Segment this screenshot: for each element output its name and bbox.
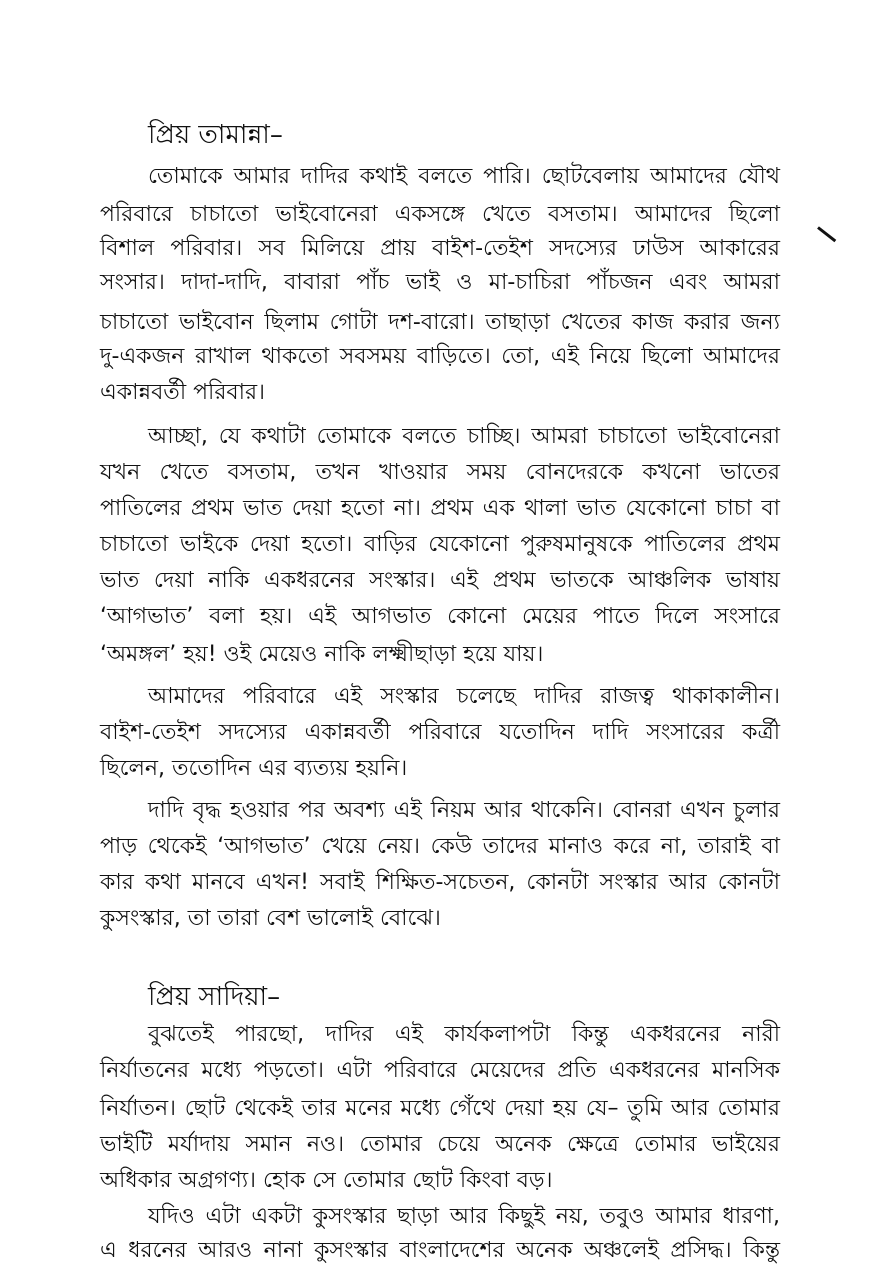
paragraph-line: পাড় থেকেই ‘আগভাত’ খেয়ে নেয়। কেউ তাদের মানাও করে না, তারাই বা (100, 834, 780, 859)
paragraph-line: বাইশ-তেইশ সদস্যের একান্নবর্তী পরিবারে যতোদিন দাদি সংসারের কর্ত্রী (100, 720, 780, 745)
paragraph-line: বিশাল পরিবার। সব মিলিয়ে প্রায় বাইশ-তেইশ সদস্যের ঢাউস আকারের (100, 236, 780, 261)
paragraph-line: বুঝতেই পারছো, দাদির এই কার্যকলাপটা কিন্তু একধরনের নারী (148, 1022, 780, 1047)
paragraph-line: এ ধরনের আরও নানা কুসংস্কার বাংলাদেশের অনেক অঞ্চলেই প্রসিদ্ধ। কিন্তু (100, 1238, 780, 1263)
salutation-1: প্রিয় তামান্না– (148, 120, 283, 150)
paragraph-line: একান্নবর্তী পরিবার। (100, 380, 266, 405)
pen-mark (817, 226, 836, 242)
paragraph-line: যখন খেতে বসতাম, তখন খাওয়ার সময় বোনদেরকে কখনো ভাতের (100, 460, 780, 485)
salutation-2: প্রিয় সাদিয়া– (148, 982, 281, 1012)
paragraph-line: তোমাকে আমার দাদির কথাই বলতে পারি। ছোটবেলায় আমাদের যৌথ (148, 164, 780, 189)
paragraph-line: দু-একজন রাখাল থাকতো সবসময় বাড়িতে। তো, এই নিয়ে ছিলো আমাদের (100, 344, 780, 369)
paragraph-line: ‘আগভাত’ বলা হয়। এই আগভাত কোনো মেয়ের পাতে দিলে সংসারে (100, 604, 780, 629)
paragraph-line: নির্যাতন। ছোট থেকেই তার মনের মধ্যে গেঁথে দেয়া হয় যে– তুমি আর তোমার (100, 1096, 780, 1121)
paragraph-line: সংসার। দাদা-দাদি, বাবারা পাঁচ ভাই ও মা-চাচিরা পাঁচজন এবং আমরা (100, 270, 780, 295)
paragraph-line: পরিবারে চাচাতো ভাইবোনেরা একসঙ্গে খেতে বসতাম। আমাদের ছিলো (100, 202, 780, 227)
paragraph-line: চাচাতো ভাইবোন ছিলাম গোটা দশ-বারো। তাছাড়া খেতের কাজ করার জন্য (100, 310, 780, 335)
paragraph-line: ‘অমঙ্গল’ হয়! ওই মেয়েও নাকি লক্ষ্মীছাড়া হয়ে যায়। (100, 642, 544, 667)
paragraph-line: ভাইটি মর্যাদায় সমান নও। তোমার চেয়ে অনেক ক্ষেত্রে তোমার ভাইয়ের (100, 1132, 780, 1157)
paragraph-line: ভাত দেয়া নাকি একধরনের সংস্কার। এই প্রথম ভাতকে আঞ্চলিক ভাষায় (100, 568, 780, 593)
paragraph-line: পাতিলের প্রথম ভাত দেয়া হতো না। প্রথম এক থালা ভাত যেকোনো চাচা বা (100, 496, 780, 521)
paragraph-line: কুসংস্কার, তা তারা বেশ ভালোই বোঝে। (100, 906, 441, 931)
paragraph-line: চাচাতো ভাইকে দেয়া হতো। বাড়ির যেকোনো পুরুষমানুষকে পাতিলের প্রথম (100, 532, 780, 557)
paragraph-line: দাদি বৃদ্ধ হওয়ার পর অবশ্য এই নিয়ম আর থাকেনি। বোনরা এখন চুলার (148, 798, 780, 823)
paragraph-line: যদিও এটা একটা কুসংস্কার ছাড়া আর কিছুই নয়, তবুও আমার ধারণা, (148, 1204, 780, 1229)
paragraph-line: ছিলেন, ততোদিন এর ব্যত্যয় হয়নি। (100, 756, 408, 781)
paragraph-line: আচ্ছা, যে কথাটা তোমাকে বলতে চাচ্ছি। আমরা চাচাতো ভাইবোনেরা (148, 424, 780, 449)
paragraph-line: আমাদের পরিবারে এই সংস্কার চলেছে দাদির রাজত্ব থাকাকালীন। (148, 684, 780, 709)
paragraph-line: অধিকার অগ্রগণ্য। হোক সে তোমার ছোট কিংবা বড়। (100, 1168, 553, 1193)
paragraph-line: নির্যাতনের মধ্যে পড়তো। এটা পরিবারে মেয়েদের প্রতি একধরনের মানসিক (100, 1058, 780, 1083)
paragraph-line: কার কথা মানবে এখন! সবাই শিক্ষিত-সচেতন, কোনটা সংস্কার আর কোনটা (100, 870, 780, 895)
